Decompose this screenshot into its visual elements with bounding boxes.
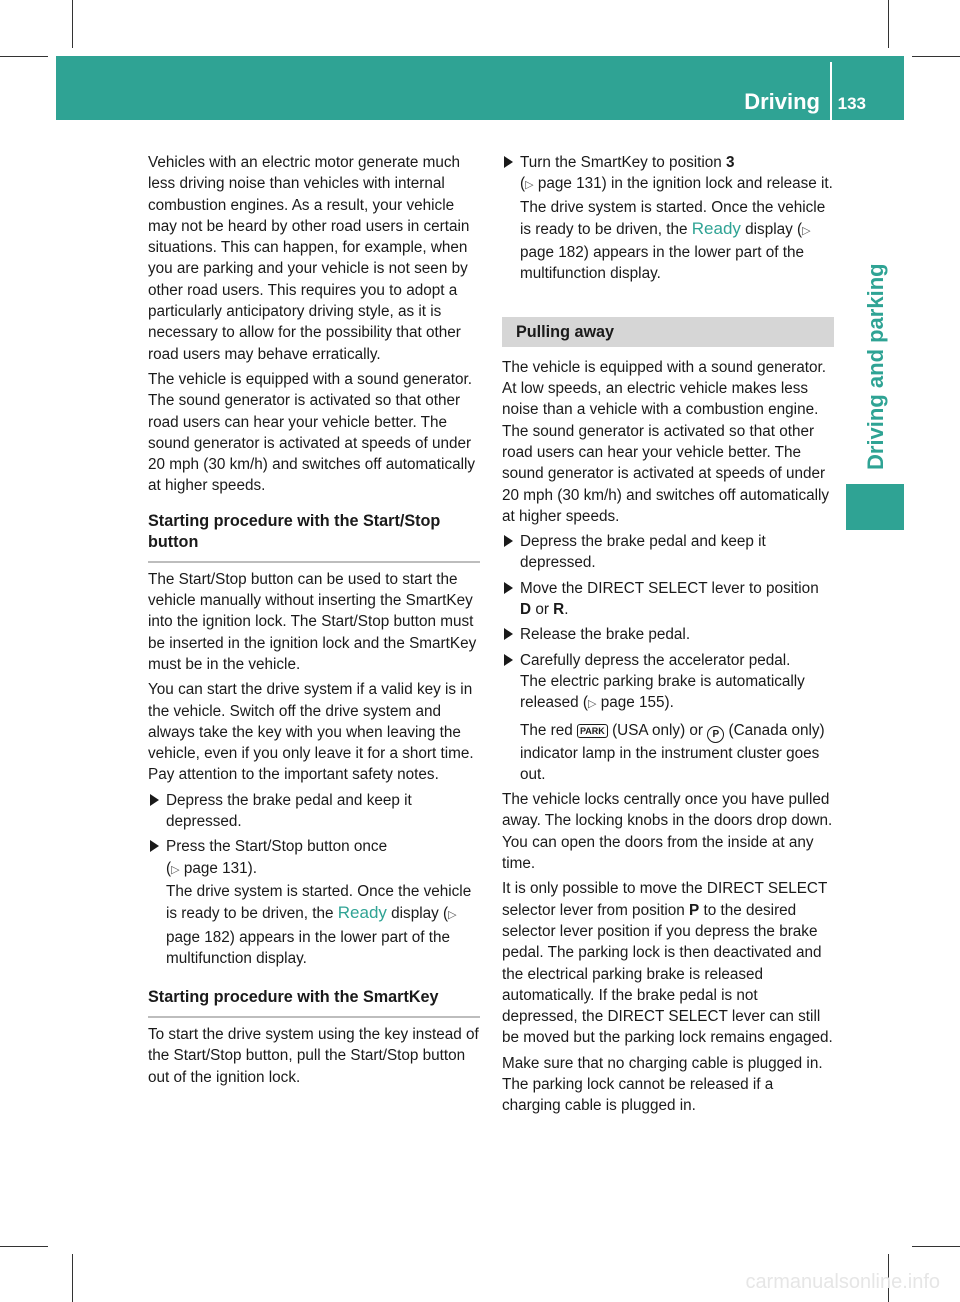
crop-mark [888, 0, 889, 48]
step-arrow-icon [504, 628, 513, 640]
step-text: or [535, 601, 549, 619]
instruction-step [502, 650, 834, 716]
left-column [148, 152, 480, 1092]
instruction-step [148, 790, 480, 833]
instruction-step [502, 531, 834, 574]
step-text: Carefully depress the accelerator pedal. [520, 651, 791, 669]
crop-mark [912, 56, 960, 57]
step-result: display [391, 905, 439, 923]
section-title: Driving [744, 89, 820, 114]
gear-p: P [689, 901, 700, 919]
paragraph: The Start/Stop button can be used to start the vehicle manually without inserting the SmartKey into the ignition lock. The Start/Stop button must be inserted in the ignition lock and the SmartKey must be in the vehicle. [148, 570, 477, 673]
step-result: display [745, 220, 793, 238]
step-text: Move the DIRECT SELECT lever to position [520, 579, 819, 597]
step-text: Press the Start/Stop button once [166, 838, 388, 856]
crop-mark [72, 1254, 73, 1302]
page-reference[interactable]: page 182) appears in the lower part of the multifunction display. [166, 928, 451, 967]
crop-mark [0, 56, 48, 57]
crop-mark [72, 0, 73, 48]
step-result: The drive system is started. Once the vehicle is ready to be driven, the [520, 198, 826, 238]
ready-display-text: Ready [337, 903, 387, 923]
paragraph: Vehicles with an electric motor generate much less driving noise than vehicles with internal combustion engines. As a result, your vehicle may not be heard by other road users in certain situations. This can happen, for example, when you are parking and your vehicle is not seen by other road users. This requires you to adopt a particularly anticipatory driving style, as it is necessary to allow for the possibility that other road users may behave erratically. [148, 154, 470, 363]
note-text: (Canada only) indicator lamp in the instrument cluster goes out. [520, 721, 825, 783]
indicator-note [502, 720, 834, 786]
header-divider [830, 62, 832, 120]
chapter-marker [846, 484, 904, 530]
page-reference[interactable]: page 155). [600, 694, 674, 712]
note-text: The red [520, 721, 573, 739]
step-arrow-icon [504, 582, 513, 594]
note-text: (USA only) or [612, 721, 704, 739]
paragraph: The vehicle is equipped with a sound generator. At low speeds, an electric vehicle makes less noise than a vehicle with a combustion engine. The sound generator is activated so that other road users can hear your vehicle better. The sound generator is activated at speeds of under 20 mph (30 km/h) and switches off automatically at higher speeds. [502, 358, 830, 525]
paragraph: To start the drive system using the key instead of the Start/Stop button, pull the Start/Stop button out of the ignition lock. [148, 1026, 479, 1086]
right-column [502, 152, 834, 1121]
paragraph: You can start the drive system if a valid key is in the vehicle. Switch off the drive system and always take the key with you when leaving the vehicle, even if you only leave it for a short time. Pay attention to the important safety notes. [148, 681, 474, 784]
instruction-step: Move the DIRECT SELECT lever to position D or R. [502, 578, 834, 621]
page-ref-icon: ▷ [588, 698, 597, 711]
parking-brake-circle-icon: P [707, 726, 724, 743]
page-reference[interactable]: page 131) in the ignition lock and release it. [537, 175, 833, 193]
crop-mark [0, 1246, 48, 1247]
step-text: Depress the brake pedal and keep it depressed. [166, 791, 412, 831]
step-text: Turn the SmartKey to position [520, 154, 722, 171]
instruction-step: Press the Start/Stop button once (▷ page 131). The drive system is started. Once the vehicle is ready to be driven, the Ready display (▷ page 182) appears in the lower part of the multifunction display. [148, 836, 480, 969]
page-ref-icon: ▷ [448, 909, 457, 922]
paragraph-text: to the desired selector lever position if you depress the brake pedal. The parking lock is then deactivated and the electrical parking brake is released automatically. If the brake pedal is not depressed, the DIRECT SELECT lever can still be moved but the parking lock remains engaged. [502, 901, 833, 1047]
page-reference[interactable]: page 182) appears in the lower part of the multifunction display. [520, 244, 805, 283]
position-value: 3 [726, 154, 735, 171]
gear-r: R [553, 601, 565, 619]
paragraph: Make sure that no charging cable is plugged in. The parking lock cannot be released if a charging cable is plugged in. [502, 1054, 823, 1115]
paragraph: The vehicle locks centrally once you have pulled away. The locking knobs in the doors drop down. You can open the doors from the inside at any time. [502, 791, 833, 873]
park-brake-indicator-icon: PARK [577, 724, 608, 738]
step-result: The electric parking brake is automatically released ( [520, 672, 805, 712]
step-arrow-icon [504, 535, 513, 547]
paragraph [502, 878, 834, 1048]
paragraph-text: It is only possible to move the DIRECT SELECT selector lever from position [502, 880, 828, 919]
step-result: The drive system is started. Once the vehicle is ready to be driven, the [166, 882, 472, 923]
section-heading: Pulling away [502, 317, 834, 347]
gear-d: D [520, 601, 532, 619]
instruction-step [502, 624, 834, 645]
page-reference[interactable]: page 131). [183, 859, 257, 877]
step-arrow-icon [504, 156, 513, 168]
paragraph: The vehicle is equipped with a sound generator. The sound generator is activated so that other road users can hear your vehicle better. The sound generator is activated at speeds of under 20 mph (30 km/h) and switches off automatically at higher speeds. [148, 370, 476, 495]
step-text: Depress the brake pedal and keep it depressed. [520, 533, 766, 572]
watermark: carmanualsonline.info [745, 1271, 940, 1293]
page-ref-icon: ▷ [802, 224, 811, 237]
header-bar [56, 56, 904, 120]
ready-display-text: Ready [691, 218, 741, 238]
crop-mark [912, 1246, 960, 1247]
chapter-tab-label: Driving and parking [863, 263, 888, 470]
chapter-tab [846, 120, 904, 482]
step-text: Release the brake pedal. [520, 626, 691, 644]
step-arrow-icon [504, 654, 513, 666]
step-arrow-icon [150, 794, 159, 806]
page-number: 133 [837, 94, 866, 113]
page-ref-icon: ▷ [171, 863, 180, 876]
subheading: Starting procedure with the Start/Stop button [148, 511, 480, 563]
instruction-step: Turn the SmartKey to position 3 (▷ page 131) in the ignition lock and release it. The drive system is started. Once the vehicle is ready to be driven, the Ready display (▷ page 182) appears in the lower part of the multifunction display. [502, 152, 834, 285]
page-ref-icon: ▷ [525, 179, 534, 192]
step-arrow-icon [150, 840, 159, 852]
subheading: Starting procedure with the SmartKey [148, 987, 480, 1018]
